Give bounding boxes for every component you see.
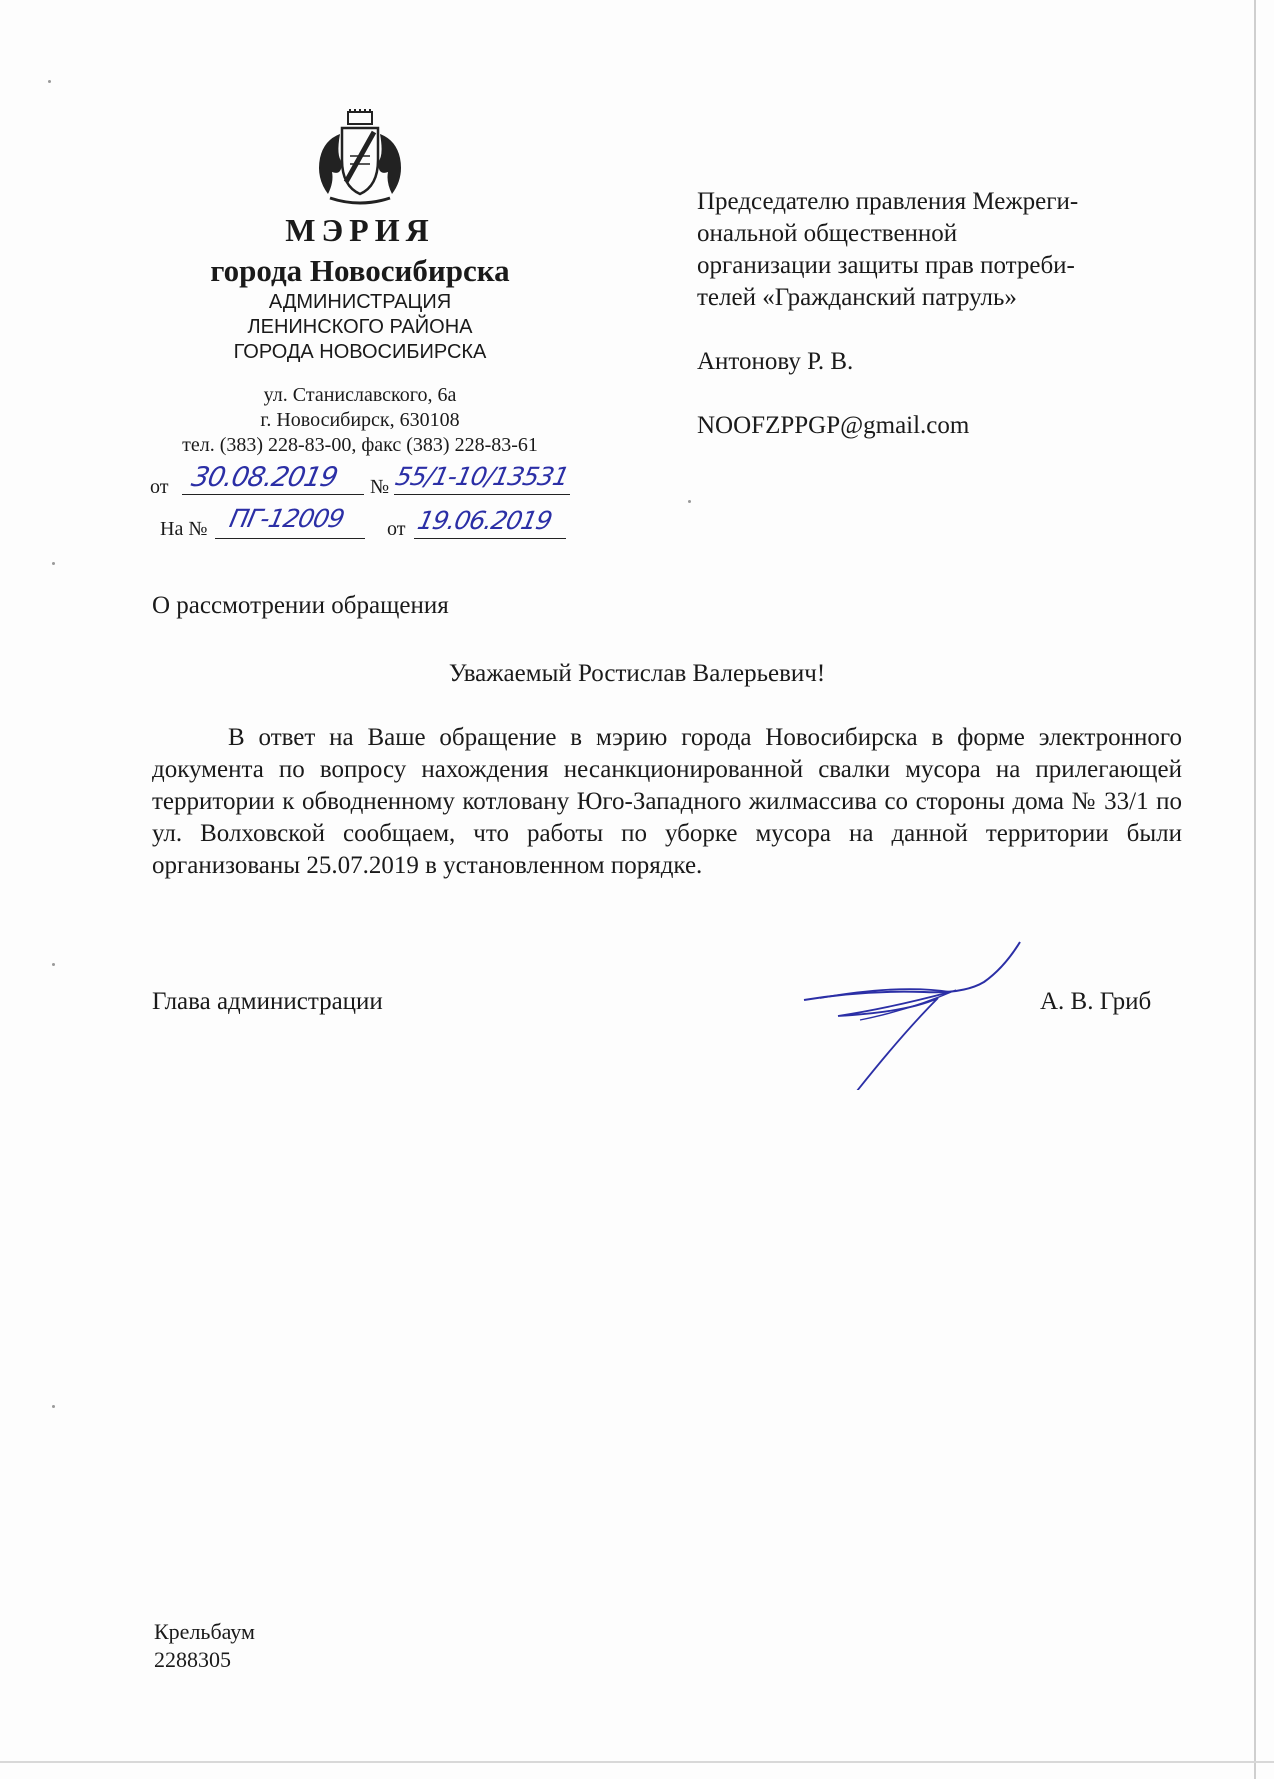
executor-block [154, 1618, 255, 1674]
address-street: ул. Станиславского, 6а [263, 384, 457, 406]
ref-from-label: от [150, 476, 169, 498]
recipient-spacer [697, 314, 1078, 346]
coat-of-arms-icon [310, 108, 410, 208]
ref-reply-date-line [414, 538, 566, 539]
letterhead-administration-line: АДМИНИСТРАЦИЯ [268, 291, 452, 313]
scan-speck [48, 80, 51, 83]
recipient-email: NOOFZPPGP@gmail.com [697, 412, 970, 439]
recipient-block [697, 186, 1078, 442]
scan-speck [52, 1405, 55, 1408]
recipient-spacer [697, 378, 1078, 410]
letterhead-administration-line: ГОРОДА НОВОСИБИРСКА [233, 341, 487, 363]
address-city: г. Новосибирск, 630108 [260, 409, 460, 431]
scan-speck [688, 500, 691, 503]
recipient-line: организации защиты прав потреби- [697, 252, 1075, 279]
letterhead-address [150, 383, 570, 458]
recipient-line: Председателю правления Межреги- [697, 188, 1079, 215]
letterhead-mayor: МЭРИЯ [285, 212, 435, 248]
handwritten-signature-icon [800, 940, 1040, 1090]
ref-number-label: № [370, 476, 390, 498]
recipient-name: Антонову Р. В. [697, 348, 854, 375]
signature-position: Глава администрации [152, 988, 383, 1015]
scan-speck [52, 963, 55, 966]
ref-reply-number-line [215, 538, 365, 539]
recipient-line: телей «Гражданский патруль» [697, 284, 1017, 311]
letterhead-administration-line: ЛЕНИНСКОГО РАЙОНА [247, 316, 473, 338]
ref-reply-date-handwritten: 19.06.2019 [414, 506, 555, 535]
ref-number-line [394, 494, 570, 495]
scan-edge-bottom [0, 1761, 1274, 1763]
letter-subject: О рассмотрении обращения [152, 592, 449, 619]
scan-speck [52, 562, 55, 565]
letterhead-administration [150, 290, 570, 365]
executor-name: Крельбаум [154, 1619, 255, 1644]
ref-date-handwritten: 30.08.2019 [188, 462, 340, 493]
ref-reply-number-handwritten: ПГ-12009 [226, 504, 347, 533]
ref-number-handwritten: 55/1-10/13531 [392, 462, 572, 491]
letter-greeting: Уважаемый Ростислав Валерьевич! [448, 660, 826, 687]
address-phone-fax: тел. (383) 228-83-00, факс (383) 228-83-61 [182, 434, 538, 456]
ref-date-line [182, 494, 364, 495]
scan-edge-right [1254, 0, 1256, 1779]
ref-reply-from-label: от [387, 518, 406, 540]
letterhead-city: города Новосибирска [210, 253, 510, 288]
executor-phone: 2288305 [154, 1647, 231, 1672]
letter-body-text: В ответ на Ваше обращение в мэрию города Новосибирска в форме электронного документа по вопросу нахождения несанкционированной свалки мусора на прилегающей территории к обводненному котловану Юго-Западного жилмассива со стороны дома № 33/1 по ул. Волховской сообщаем, что работы по уборке мусора на данной территории были организованы 25.07.2019 в установленном порядке. [152, 724, 1182, 879]
ref-reply-label: На № [160, 518, 208, 540]
letter-body [152, 722, 1182, 882]
recipient-line: ональной общественной [697, 220, 958, 247]
signature-name: А. В. Гриб [1040, 988, 1152, 1015]
